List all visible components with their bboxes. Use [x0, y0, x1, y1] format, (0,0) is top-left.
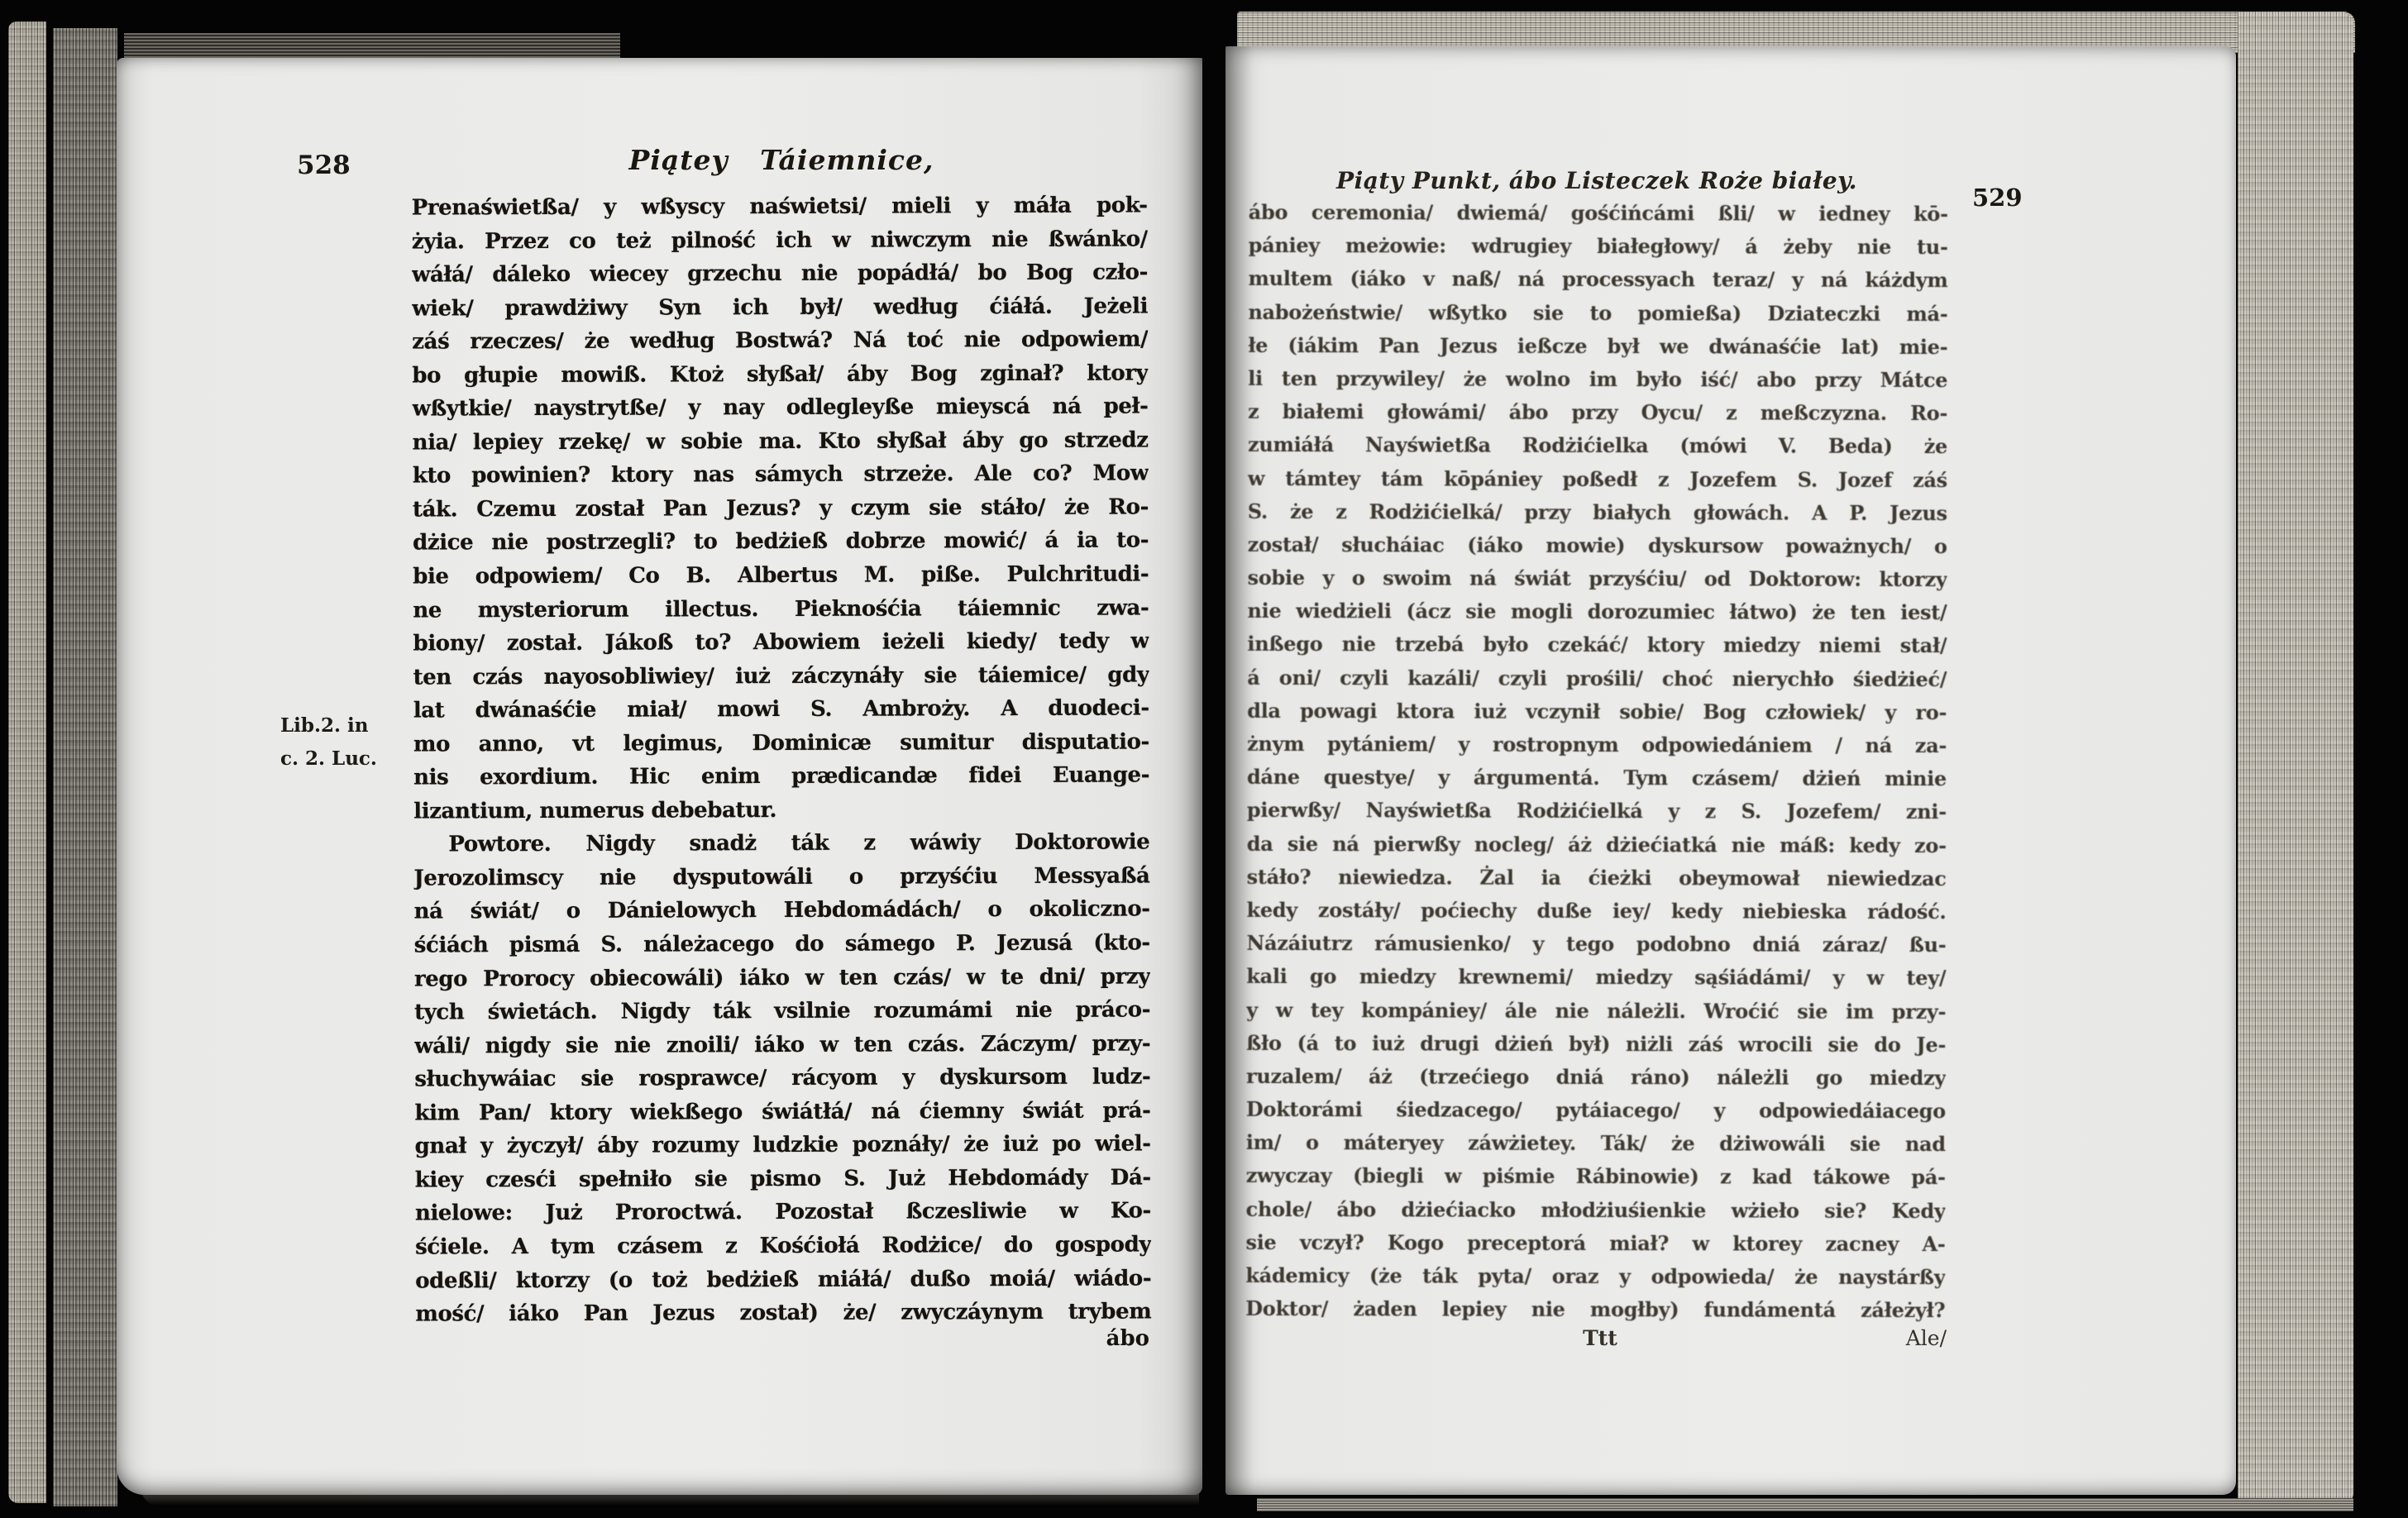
left-text-block: [412, 189, 1152, 1331]
text-line: sie vczył? Kogo preceptorá miał? w ktorey zacney A-: [1245, 1229, 1946, 1256]
text-line: rego Prorocy obiecowáli) iáko w ten czás/ w te dni/ przy: [413, 964, 1150, 992]
signature-mark: Ttt: [1583, 1326, 1617, 1350]
text-line: inßego nie trzebá było czekáć/ ktory miedzy niemi stał/: [1247, 632, 1947, 658]
text-line: mość/ iáko Pan Jezus został) że/ zwyczáynym trybem: [415, 1299, 1152, 1327]
text-line: mo anno, vt legimus, Dominicæ sumitur disputatio-: [413, 729, 1149, 757]
text-line: Jerozolimscy nie dysputowáli o przyśćiu Messyaßá: [413, 863, 1150, 891]
text-line: ná świát/ o Dánielowych Hebdomádách/ o okoliczno-: [413, 896, 1150, 925]
text-line: Powtore. Nigdy snadż ták z wáwiy Doktorowie: [448, 829, 1150, 857]
text-line: ruzalem/ áż (trzećiego dniá ráno) náleżli go miedzy: [1245, 1063, 1947, 1090]
margin-note: [280, 709, 409, 776]
signature-line: [1247, 1326, 1947, 1363]
text-line: żnym pytániem/ y rostropnym odpowiedániem / ná za-: [1247, 731, 1947, 758]
text-line: nis exordium. Hic enim prædicandæ fidei Euange-: [413, 762, 1150, 790]
text-line: wßytkie/ naystrytße/ y nay odlegleyße mieyscá ná peł-: [412, 394, 1149, 422]
text-line: wáli/ nigdy sie nie znoili/ iáko w ten czás. Záczym/ przy-: [414, 1031, 1151, 1059]
text-line: kádemicy (że ták pyta/ oraz y odpowieda/ że naystárßy: [1245, 1263, 1946, 1290]
text-line: Názáiutrz rámusienko/ y tego podobno dniá záraz/ ßu-: [1246, 931, 1947, 957]
text-line: żyia. Przez co też pilność ich w niwczym nie ßwánko/: [411, 226, 1148, 255]
text-line: ten czás nayosobliwiey/ iuż záczynáły sie táiemice/ gdy: [413, 662, 1149, 690]
text-line: śćiách pismá S. náleżacego do sámego P. Jezusá (kto-: [413, 930, 1150, 958]
left-page-edges-texture: [8, 21, 46, 1503]
running-header-left: Piątey Táiemnice,: [628, 144, 934, 176]
text-line: kiey czesći spełniło sie pismo S. Już Hebdomády Dá-: [414, 1165, 1151, 1193]
text-line: ták. Czemu został Pan Jezus? y czym sie stáło/ że Ro-: [412, 494, 1149, 523]
text-line: im/ o máteryey záwżietey. Ták/ że dżiwowáli sie nad: [1245, 1130, 1946, 1157]
margin-note-line: Lib.2. in: [280, 714, 369, 737]
text-line: w támtey tám kōpániey poßedł z Jozefem S. Jozef záś: [1247, 465, 1947, 492]
text-line: tych świetách. Nigdy ták vsilnie rozumámi nie práco-: [414, 997, 1151, 1025]
text-line: pierwßy/ Nayświetßa Rodżićielká y z S. Jozefem/ zni-: [1246, 798, 1947, 824]
right-fore-edge-texture: [2238, 12, 2353, 1506]
text-line: lizantium, numerus debebatur.: [413, 797, 777, 824]
running-header-right: Piąty Punkt, ábo Listeczek Roże białey.: [1336, 167, 1857, 194]
text-line: został/ słucháiac (iáko mowie) dyskursow poważnych/ o: [1247, 532, 1947, 558]
text-line: nia/ lepiey rzekę/ w sobie ma. Kto słyßał áby go strzedz: [412, 427, 1149, 456]
text-line: kto powinien? ktory nas sámych strzeże. Ale co? Mow: [412, 461, 1149, 489]
page-number-left: 528: [297, 150, 351, 180]
text-line: ne mysteriorum illectus. Pieknośćia táiemnic zwa-: [413, 595, 1149, 623]
left-binding-edge-texture: [53, 28, 117, 1506]
text-line: nielowe: Już Proroctwá. Pozostał ßczesliwie w Ko-: [414, 1198, 1151, 1226]
text-line: nie wiedżieli (ácz sie mogli dorozumiec łátwo) że ten iest/: [1247, 599, 1947, 625]
text-line: ábo ceremonia/ dwiemá/ gośćińcámi ßli/ w iedney kō-: [1248, 199, 1948, 227]
text-line: y w tey kompániey/ ále nie náleżli. Wroćić sie im przy-: [1246, 997, 1947, 1024]
text-line: Doktorámi śiedzacego/ pytáiacego/ y odpowiedáiacego: [1245, 1096, 1946, 1124]
margin-note-line: c. 2. Luc.: [280, 747, 377, 770]
text-line: pániey meżowie: wdrugiey białegłowy/ á żeby nie tu-: [1248, 233, 1948, 260]
bottom-page-edges-texture: [1257, 1498, 2353, 1511]
text-line: odeßli/ ktorzy (o toż bedżieß miáłá/ dußo moiá/ wiádo-: [415, 1265, 1152, 1294]
left-page: [117, 58, 1202, 1495]
text-line: Doktor/ żaden lepiey nie mogłby) fundámentá záłeżył?: [1245, 1296, 1946, 1323]
text-line: ßło (á to iuż drugi dżień był) niżli záś wrocili sie do Je-: [1246, 1030, 1947, 1057]
text-line: da sie ná pierwßy nocleg/ áż dżiećiatká nie máß: kedy zo-: [1246, 831, 1947, 857]
page-number-right: 529: [1972, 184, 2023, 212]
right-page: [1226, 46, 2236, 1495]
text-line: z białemi głowámi/ ábo przy Oycu/ z meßczyzna. Ro-: [1248, 399, 1948, 426]
text-line: dla powagi ktora iuż vczynił sobie/ Bog człowiek/ y ro-: [1247, 698, 1947, 724]
text-line: Prenaświetßa/ y wßyscy naświetsi/ mieli y máła pok-: [411, 193, 1148, 221]
text-line: kedy zostáły/ poćiechy duße iey/ kedy niebieska rádość.: [1246, 897, 1947, 924]
text-line: á oni/ czyli kazáli/ czyli prośili/ choć nierychło śiedżieć/: [1247, 665, 1947, 691]
text-line: kali go miedzy krewnemi/ miedzy sąśiádámi/ y w tey/: [1246, 964, 1947, 991]
text-line: záś rzeczes/ że według Bostwá? Ná toć nie odpowiem/: [412, 327, 1149, 355]
text-line: wiek/ prawdżiwy Syn ich był/ według ćiáłá. Jeżeli: [412, 294, 1149, 322]
text-line: lat dwánaśćie miał/ mowi S. Ambroży. A duodeci-: [413, 695, 1149, 723]
text-line: dáne questye/ y árgumentá. Tym czásem/ dżień minie: [1246, 765, 1947, 791]
catchword-left: ábo: [1106, 1326, 1149, 1351]
text-line: li ten przywiley/ że wolno im było iść/ abo przy Mátce: [1248, 365, 1948, 393]
text-line: gnał y życzył/ áby rozumy ludzkie poznáły/ że iuż po wiel-: [414, 1131, 1151, 1159]
text-line: śćiele. A tym czásem z Kośćiołá Rodżice/ do gospody: [415, 1232, 1152, 1260]
text-line: łe (iákim Pan Jezus ießcze był we dwánaśćie lat) mie-: [1248, 332, 1948, 359]
catchword-right: Ale/: [1905, 1326, 1947, 1350]
text-line: dżice nie postrzegli? to bedżieß dobrze mowić/ á ia to-: [413, 527, 1149, 556]
text-line: kim Pan/ ktory wiekßego świátłá/ ná ćiemny świát prá-: [414, 1098, 1151, 1126]
right-text-block: [1245, 196, 1948, 1328]
text-line: bo głupie mowiß. Ktoż słyßał/ áby Bog zginał? ktory: [412, 360, 1149, 389]
text-line: nabożeństwie/ wßytko sie to pomießa) Dziateczki má-: [1248, 299, 1948, 326]
text-line: biony/ został. Jákoß to? Abowiem ieżeli kiedy/ tedy w: [413, 628, 1149, 656]
text-line: stáło? niewiedza. Żal ia ćieżki obeymował niewiedzac: [1246, 864, 1947, 890]
text-line: słuchywáiac sie rosprawce/ rácyom y dyskursom ludz-: [414, 1064, 1151, 1092]
text-line: zumiáłá Nayświetßa Rodżićielka (mówi V. Beda) że: [1247, 432, 1948, 459]
text-line: sobie y o swoim ná świát przyśćiu/ od Doktorow: ktorzy: [1247, 565, 1947, 592]
text-line: S. że z Rodżićielká/ przy białych głowách. A P. Jezus: [1247, 499, 1947, 525]
text-line: chole/ ábo dżiećiacko młodżiuśienkie wżieło sie? Kedy: [1245, 1196, 1946, 1223]
text-line: wáłá/ dáleko wiecey grzechu nie popádłá/ bo Bog czło-: [411, 260, 1148, 288]
text-line: zwyczay (biegli w piśmie Rábinowie) z kad tákowe pá-: [1245, 1163, 1946, 1190]
text-line: bie odpowiem/ Co B. Albertus M. piße. Pulchritudi-: [413, 561, 1149, 590]
text-line: multem (iáko v naß/ ná processyach teraz/ y ná káżdym: [1248, 266, 1948, 293]
